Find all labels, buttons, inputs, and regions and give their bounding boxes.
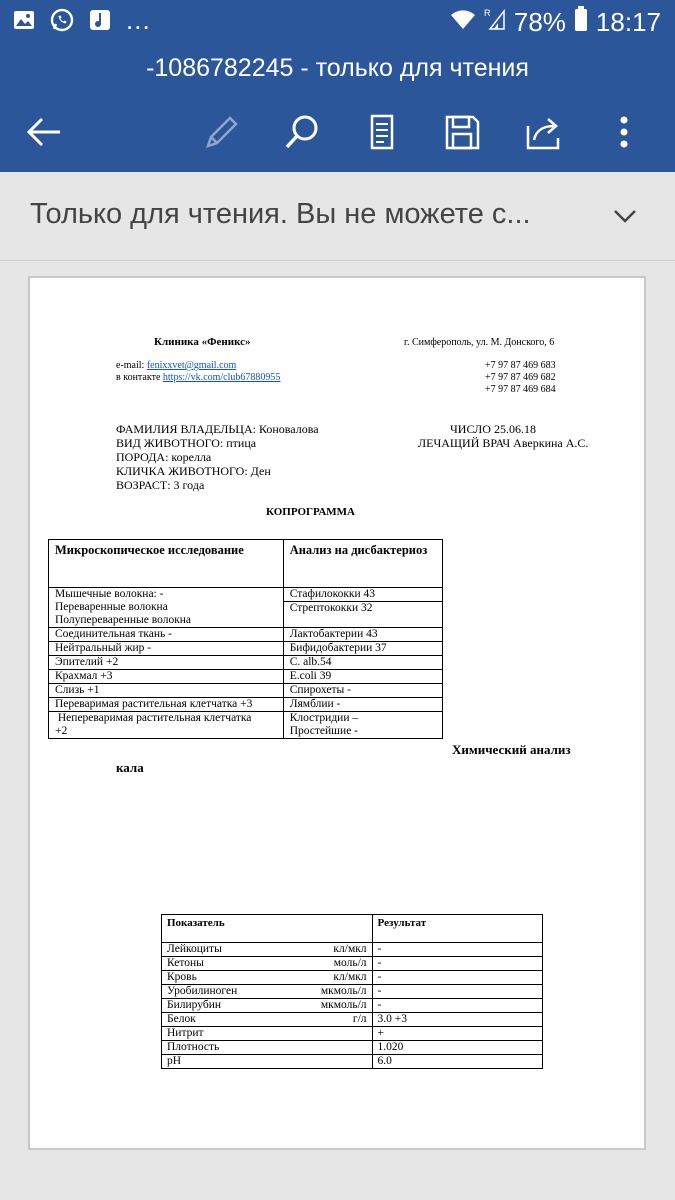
table-row: Плотность 1.020 bbox=[162, 1041, 543, 1055]
save-icon bbox=[442, 112, 482, 152]
status-bar bbox=[0, 0, 675, 44]
clinic-name: Клиника «Феникс» bbox=[154, 336, 251, 348]
vk-line: в контакте https://vk.com/club67880955 bbox=[116, 372, 281, 383]
battery-percent: 78% bbox=[513, 7, 566, 37]
wifi-icon bbox=[450, 7, 476, 37]
email-line: e-mail: fenixxvet@gmail.com bbox=[116, 360, 237, 371]
clinic-address: г. Симферополь, ул. М. Донского, 6 bbox=[404, 337, 555, 348]
chem-header-left: Показатель bbox=[162, 915, 373, 943]
phone-1: +7 97 87 469 683 bbox=[485, 360, 556, 371]
gallery-icon bbox=[12, 8, 36, 32]
date-line: ЧИСЛО 25.06.18 bbox=[450, 422, 536, 436]
email-link[interactable]: fenixxvet@gmail.com bbox=[146, 360, 237, 371]
chem-heading-2: кала bbox=[116, 760, 144, 775]
breed-line: ПОРОДА: корелла bbox=[116, 450, 212, 464]
table-row: Кровь кл/мкл - bbox=[162, 971, 543, 985]
share-icon bbox=[524, 112, 564, 152]
toolbar bbox=[0, 92, 675, 172]
table-row bbox=[162, 915, 543, 943]
search-button[interactable] bbox=[280, 110, 324, 154]
svg-text:R: R bbox=[483, 8, 491, 18]
table-row: Слизь +1 Спирохеты - bbox=[49, 684, 443, 698]
back-button[interactable] bbox=[22, 110, 66, 154]
micro-cell: Стафилококки 43 Стрептококки 32 bbox=[283, 588, 442, 628]
table-row: Лейкоциты кл/мкл - bbox=[162, 943, 543, 957]
chem-header-right: Результат bbox=[372, 915, 542, 943]
document-page bbox=[28, 276, 646, 1150]
table-row: Крахмал +3 E.coli 39 bbox=[49, 670, 443, 684]
reading-view-icon bbox=[362, 112, 402, 152]
animal-type-line: ВИД ЖИВОТНОГО: птица bbox=[116, 436, 257, 450]
micro-header-right: Анализ на дисбактериоз bbox=[283, 540, 442, 588]
table-row: Билирубин мкмоль/л - bbox=[162, 999, 543, 1013]
micro-cell: Мышечные волокна: - Переваренные волокна Полупереваренные волокна bbox=[49, 588, 284, 628]
chevron-down-icon[interactable] bbox=[611, 202, 639, 230]
table-row: pH 6.0 bbox=[162, 1055, 543, 1069]
clock: 18:17 bbox=[595, 7, 661, 37]
doctor-line: ЛЕЧАЩИЙ ВРАЧ Аверкина А.С. bbox=[418, 436, 589, 450]
phone-3: +7 97 87 469 684 bbox=[485, 384, 556, 395]
music-app-icon bbox=[88, 8, 112, 32]
table-row: Эпителий +2 С. alb.54 bbox=[49, 656, 443, 670]
owner-line: ФАМИЛИЯ ВЛАДЕЛЬЦА: Коновалова bbox=[116, 422, 319, 436]
battery-icon bbox=[574, 6, 588, 38]
read-only-banner[interactable] bbox=[0, 172, 675, 261]
save-button[interactable] bbox=[440, 110, 484, 154]
coprogram-heading: КОПРОГРАММА bbox=[266, 506, 355, 518]
table-row: Соединительная ткань - Лактобактерии 43 bbox=[49, 628, 443, 642]
micro-header-left: Микроскопическое исследование bbox=[49, 540, 284, 588]
more-notifications: ... bbox=[126, 5, 151, 35]
more-options-button[interactable] bbox=[602, 110, 646, 154]
more-vert-icon bbox=[604, 112, 644, 152]
whatsapp-icon bbox=[50, 8, 74, 32]
signal-icon bbox=[484, 7, 506, 37]
age-line: ВОЗРАСТ: 3 года bbox=[116, 478, 205, 492]
table-row: Уробилиноген мкмоль/л - bbox=[162, 985, 543, 999]
vk-link[interactable]: https://vk.com/club67880955 bbox=[162, 372, 281, 383]
document-viewport[interactable] bbox=[0, 262, 675, 1200]
table-row: Кетоны моль/л - bbox=[162, 957, 543, 971]
edit-button[interactable] bbox=[200, 110, 244, 154]
table-row: Непереваримая растительная клетчатка +2 Клостридии – Простейшие - bbox=[49, 712, 443, 739]
edit-pencil-icon bbox=[202, 112, 242, 152]
table-row bbox=[49, 540, 443, 588]
chem-heading-1: Химический анализ bbox=[452, 742, 571, 757]
back-arrow-icon bbox=[24, 112, 64, 152]
animal-name-line: КЛИЧКА ЖИВОТНОГО: Ден bbox=[116, 464, 271, 478]
table-row: Нитрит + bbox=[162, 1027, 543, 1041]
share-button[interactable] bbox=[522, 110, 566, 154]
table-row: Белок г/л 3.0 +3 bbox=[162, 1013, 543, 1027]
table-row: Переваримая растительная клетчатка +3 Лямблии - bbox=[49, 698, 443, 712]
chemical-table bbox=[161, 914, 543, 1069]
table-row bbox=[49, 588, 443, 628]
read-only-message: Только для чтения. Вы не можете с... bbox=[30, 198, 531, 230]
phone-2: +7 97 87 469 682 bbox=[485, 372, 556, 383]
table-row: Нейтральный жир - Бифидобактерии 37 bbox=[49, 642, 443, 656]
reading-view-button[interactable] bbox=[360, 110, 404, 154]
search-icon bbox=[282, 112, 322, 152]
document-title: -1086782245 - только для чтения bbox=[0, 44, 675, 92]
microscopy-table bbox=[48, 539, 443, 739]
